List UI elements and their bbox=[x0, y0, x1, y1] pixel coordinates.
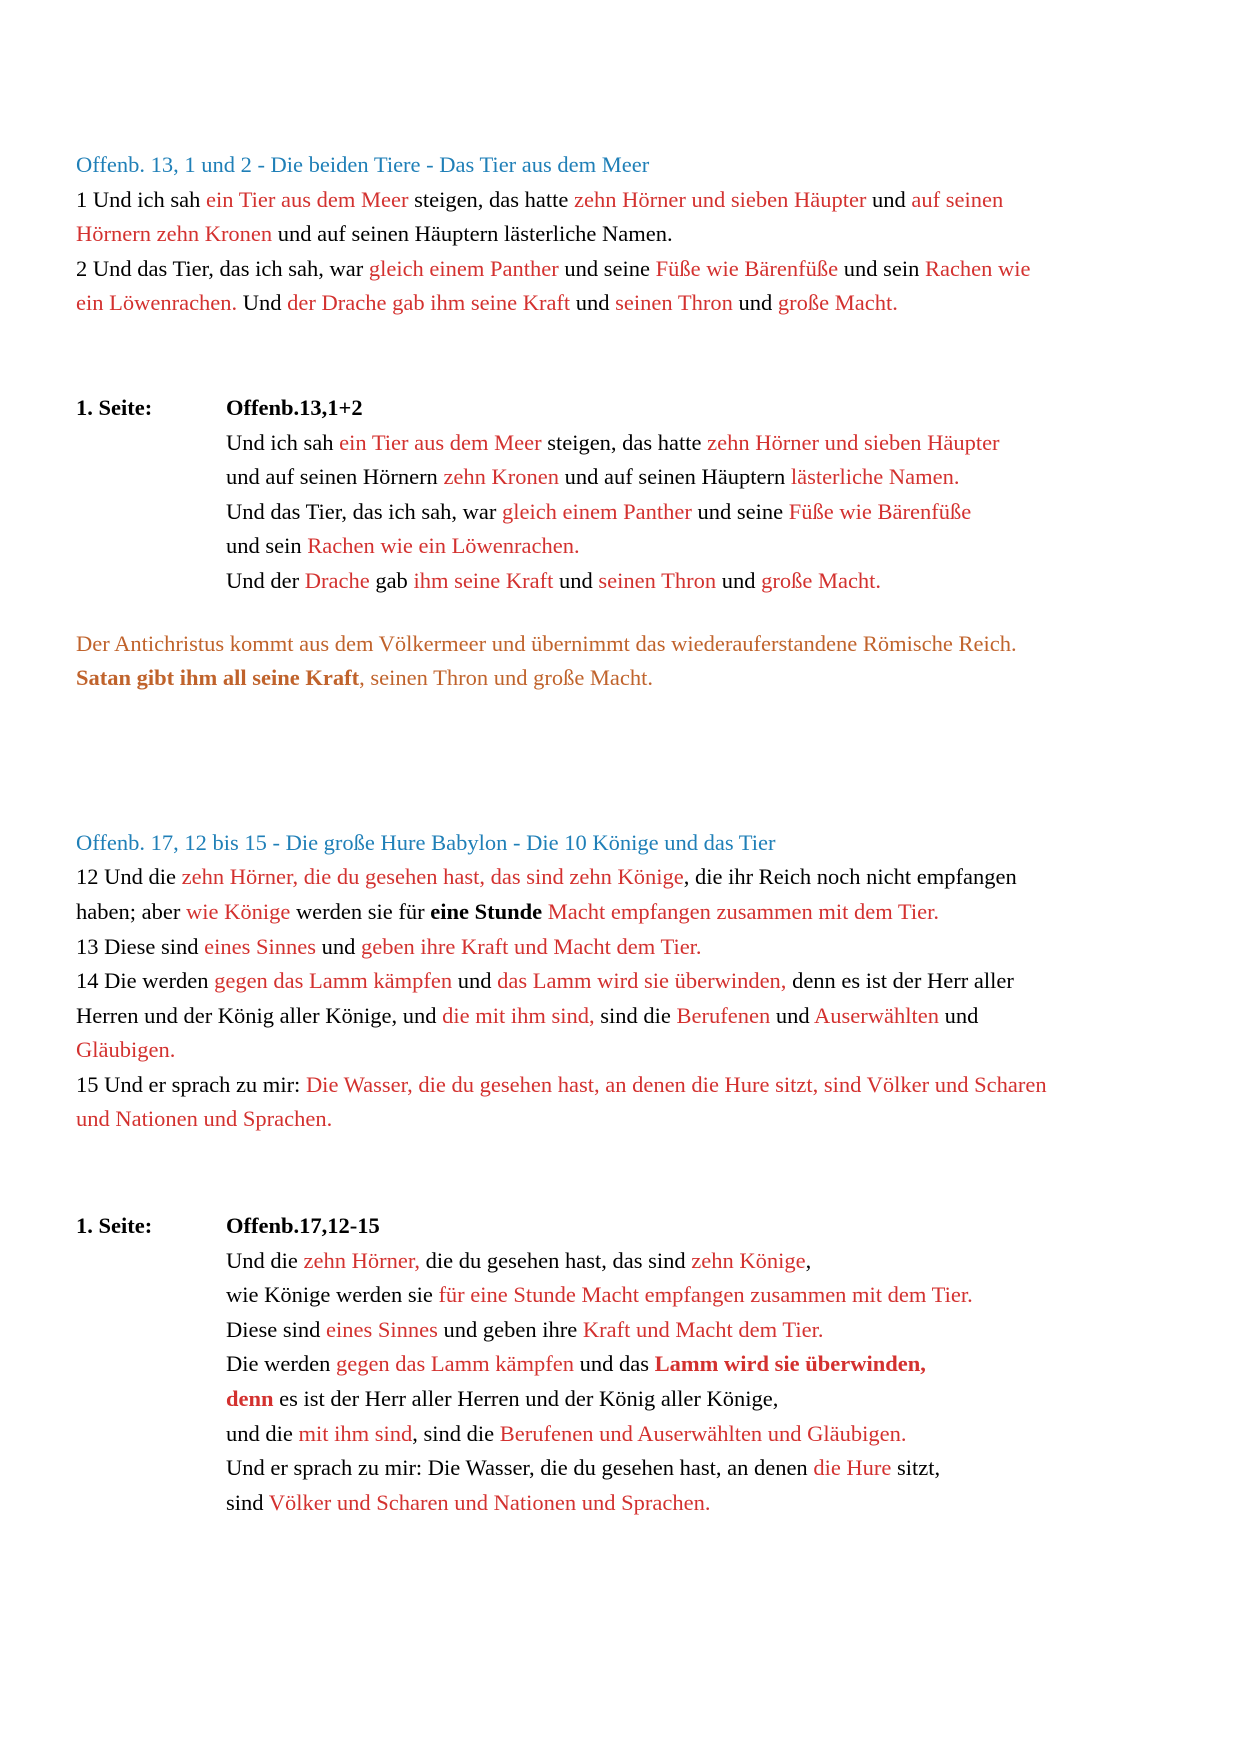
text-line bbox=[226, 1451, 1176, 1486]
text-run: große Macht. bbox=[761, 567, 882, 593]
text-line bbox=[76, 895, 1176, 930]
text-run: und auf seinen Hörnern bbox=[226, 464, 444, 490]
text-run: Und der bbox=[226, 567, 305, 593]
text-run: Berufenen bbox=[676, 1002, 771, 1028]
text-line bbox=[76, 1102, 1176, 1137]
text-run: Und das Tier, das ich sah, war bbox=[226, 498, 502, 524]
text-run: , die ihr Reich noch nicht empfangen bbox=[683, 864, 1017, 890]
text-run: eines Sinnes bbox=[326, 1316, 438, 1342]
text-run: 13 Diese sind bbox=[76, 933, 205, 959]
text-run: zehn Hörner und sieben Häupter bbox=[574, 186, 867, 212]
text-run: und bbox=[716, 567, 762, 593]
seite-header bbox=[76, 1209, 1176, 1244]
text-run: eine Stunde bbox=[430, 898, 543, 924]
text-run: denn es ist der Herr aller bbox=[786, 968, 1014, 994]
text-line bbox=[76, 183, 1176, 218]
seite-label: 1. Seite: bbox=[76, 1213, 153, 1239]
text-run: Die werden bbox=[226, 1351, 336, 1377]
text-run: und das bbox=[574, 1351, 655, 1377]
text-run: Und bbox=[237, 290, 288, 316]
text-run: ein Tier aus dem Meer bbox=[205, 186, 409, 212]
text-run: das Lamm wird sie überwinden, bbox=[497, 968, 787, 994]
seite-header bbox=[76, 391, 1176, 426]
text-run: Drache bbox=[304, 567, 370, 593]
text-line bbox=[76, 252, 1176, 287]
section-heading: Offenb. 13, 1 und 2 - Die beiden Tiere - Das Tier aus dem Meer bbox=[76, 152, 650, 177]
text-run: wie Könige bbox=[185, 898, 291, 924]
text-run: geben ihre Kraft und Macht dem Tier. bbox=[361, 933, 702, 959]
seite-reference: Offenb.13,1+2 bbox=[226, 394, 363, 420]
text-line bbox=[226, 564, 1176, 599]
text-run: Diese sind bbox=[226, 1316, 326, 1342]
section-heading: Offenb. 17, 12 bis 15 - Die große Hure Babylon - Die 10 Könige und das Tier bbox=[76, 829, 776, 855]
text-line bbox=[226, 460, 1176, 495]
section-offenb-13 bbox=[76, 148, 1176, 321]
text-run: und bbox=[770, 1002, 815, 1028]
text-run: und auf seinen Häuptern bbox=[559, 464, 791, 490]
text-line bbox=[226, 1313, 1176, 1348]
text-line bbox=[76, 860, 1176, 895]
text-run: Kraft und Macht dem Tier. bbox=[582, 1316, 824, 1342]
seite-reference: Offenb.17,12-15 bbox=[226, 1213, 380, 1239]
text-run: zehn Hörner und sieben Häupter bbox=[707, 429, 1000, 455]
text-run: und bbox=[570, 290, 616, 316]
text-run: Berufenen und Auserwählten und Gläubigen. bbox=[499, 1420, 907, 1446]
text-line bbox=[226, 1417, 1176, 1452]
text-run: zehn Könige bbox=[691, 1247, 806, 1273]
text-run: gab bbox=[369, 567, 414, 593]
text-run: Füße wie Bärenfüße bbox=[655, 255, 839, 281]
text-line bbox=[76, 964, 1176, 999]
text-run: gleich einem Panther bbox=[368, 255, 559, 281]
text-line bbox=[226, 495, 1176, 530]
text-line bbox=[76, 286, 1176, 321]
text-run: steigen, das hatte bbox=[541, 429, 708, 455]
text-run: Und die bbox=[226, 1247, 304, 1273]
text-run: eines Sinnes bbox=[204, 933, 316, 959]
text-line bbox=[226, 1486, 1176, 1521]
text-line bbox=[226, 1278, 1176, 1313]
commentary-block bbox=[76, 627, 1176, 696]
text-line bbox=[76, 217, 1176, 252]
text-run: und sein bbox=[226, 533, 308, 559]
text-run: Rachen wie bbox=[924, 255, 1031, 281]
text-run: Und ich sah bbox=[226, 429, 340, 455]
text-run: lästerliche Namen. bbox=[790, 464, 960, 490]
text-run: Völker und Scharen und Nationen und Sprachen. bbox=[268, 1489, 711, 1515]
text-run: 12 Und die bbox=[76, 864, 182, 890]
text-run: und seine bbox=[691, 498, 789, 524]
text-run: gegen das Lamm kämpfen bbox=[335, 1351, 574, 1377]
text-run: große Macht. bbox=[777, 290, 898, 316]
text-run: und auf seinen Häuptern lästerliche Namen. bbox=[272, 221, 673, 247]
text-run: Hörnern zehn Kronen bbox=[76, 221, 273, 247]
text-run: 2 Und das Tier, das ich sah, war bbox=[76, 255, 369, 281]
verse-lines bbox=[76, 183, 1176, 321]
text-line bbox=[76, 1068, 1176, 1103]
text-run: Füße wie Bärenfüße bbox=[788, 498, 972, 524]
text-run: gleich einem Panther bbox=[501, 498, 692, 524]
text-line bbox=[76, 999, 1176, 1034]
text-run: zehn Hörner, bbox=[303, 1247, 421, 1273]
text-run: Lamm wird sie überwinden, bbox=[654, 1351, 926, 1377]
text-line bbox=[76, 930, 1176, 965]
text-run: und bbox=[452, 968, 498, 994]
section-offenb-17 bbox=[76, 826, 1176, 1137]
verse-lines bbox=[76, 860, 1176, 1137]
text-run: ein Tier aus dem Meer bbox=[339, 429, 542, 455]
text-line bbox=[76, 661, 1176, 696]
text-line bbox=[226, 1382, 1176, 1417]
text-run: und bbox=[866, 186, 912, 212]
text-run: zehn Hörner, die du gesehen hast, das sind zehn Könige bbox=[181, 864, 684, 890]
text-run: und bbox=[732, 290, 778, 316]
text-run: seinen Thron bbox=[598, 567, 717, 593]
text-run: Und er sprach zu mir: Die Wasser, die du gesehen hast, an denen bbox=[226, 1455, 814, 1481]
text-run: Herren und der König aller Könige, und bbox=[76, 1002, 443, 1028]
text-run: und bbox=[938, 1002, 979, 1028]
text-run: Die Wasser, die du gesehen hast, an denen die Hure sitzt, sind Völker und Scharen bbox=[305, 1071, 1047, 1097]
seite-lines bbox=[76, 426, 1176, 599]
text-run: und bbox=[553, 567, 599, 593]
text-run: , sind die bbox=[412, 1420, 500, 1446]
text-run: sitzt, bbox=[891, 1455, 941, 1481]
text-run: , bbox=[805, 1247, 812, 1273]
text-run: mit ihm sind bbox=[298, 1420, 413, 1446]
text-run: Rachen wie ein Löwenrachen. bbox=[307, 533, 580, 559]
text-line bbox=[226, 426, 1176, 461]
text-line bbox=[76, 1033, 1176, 1068]
text-run: der Drache gab ihm seine Kraft bbox=[287, 290, 571, 316]
text-run: 1 Und ich sah bbox=[76, 186, 206, 212]
text-run: Satan gibt ihm all seine Kraft bbox=[76, 665, 360, 691]
text-run: und seine bbox=[558, 255, 656, 281]
text-run: Auserwählten bbox=[814, 1002, 939, 1028]
text-run: die Hure bbox=[813, 1455, 892, 1481]
seite-label: 1. Seite: bbox=[76, 394, 153, 420]
text-line bbox=[226, 1244, 1176, 1279]
text-run: Der Antichristus kommt aus dem Völkermeer und übernimmt das wiederauferstandene Römische Reich. bbox=[76, 630, 1017, 656]
text-run: sind die bbox=[594, 1002, 677, 1028]
text-run: und geben ihre bbox=[437, 1316, 583, 1342]
text-run: , seinen Thron und große Macht. bbox=[359, 665, 654, 691]
text-run: wie Könige werden sie bbox=[226, 1282, 439, 1308]
seite-block-13 bbox=[76, 391, 1176, 599]
text-line bbox=[226, 1347, 1176, 1382]
text-run: Macht empfangen zusammen mit dem Tier. bbox=[542, 898, 939, 924]
text-run: die mit ihm sind, bbox=[442, 1002, 595, 1028]
text-run: steigen, das hatte bbox=[408, 186, 575, 212]
text-run: haben; aber bbox=[76, 898, 186, 924]
text-run: und die bbox=[226, 1420, 299, 1446]
text-run: Gläubigen. bbox=[76, 1037, 176, 1063]
text-run: zehn Kronen bbox=[443, 464, 560, 490]
seite-block-17 bbox=[76, 1209, 1176, 1520]
text-run: für eine Stunde Macht empfangen zusammen mit dem Tier. bbox=[438, 1282, 973, 1308]
seite-lines bbox=[76, 1244, 1176, 1521]
text-run: ihm seine Kraft bbox=[413, 567, 554, 593]
text-run: sind bbox=[226, 1489, 269, 1515]
text-run: seinen Thron bbox=[615, 290, 733, 316]
text-run: 14 Die werden bbox=[76, 968, 215, 994]
text-run: denn bbox=[226, 1386, 274, 1412]
document-page bbox=[76, 148, 1176, 1520]
text-run: gegen das Lamm kämpfen bbox=[214, 968, 453, 994]
text-run: und bbox=[316, 933, 361, 959]
text-run: ein Löwenrachen. bbox=[76, 290, 238, 316]
text-run: und sein bbox=[838, 255, 925, 281]
text-run: die du gesehen hast, das sind bbox=[420, 1247, 692, 1273]
text-line bbox=[226, 529, 1176, 564]
text-run: 15 Und er sprach zu mir: bbox=[76, 1071, 306, 1097]
text-line bbox=[76, 627, 1176, 662]
text-run: es ist der Herr aller Herren und der König aller Könige, bbox=[273, 1386, 779, 1412]
text-run: werden sie für bbox=[290, 898, 431, 924]
text-run: und Nationen und Sprachen. bbox=[76, 1106, 333, 1132]
text-run: auf seinen bbox=[911, 186, 1004, 212]
